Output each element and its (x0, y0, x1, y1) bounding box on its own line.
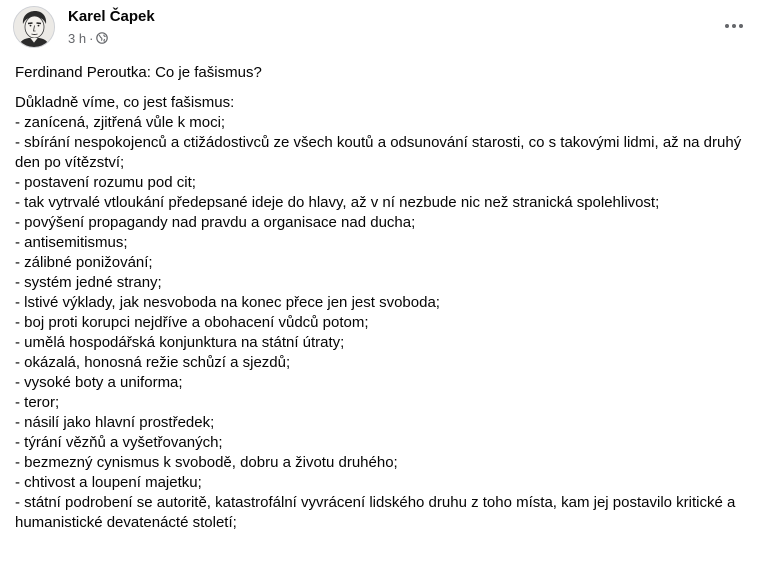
post-line: - povýšení propagandy nad pravdu a organisace nad ducha; (15, 214, 416, 231)
post-headline: Ferdinand Peroutka: Co je fašismus? (15, 64, 262, 81)
post-line: - boj proti korupci nejdříve a obohacení vůdců potom; (15, 314, 369, 331)
post-line: - chtivost a loupení majetku; (15, 474, 202, 491)
post-line: - násilí jako hlavní prostředek; (15, 414, 215, 431)
post-meta (68, 30, 108, 46)
globe-icon[interactable] (96, 32, 108, 44)
post-line: - tak vytrvalé vtloukání předepsané ideje do hlavy, až v ní nezbude nic než stranická spolehlivost; (15, 194, 660, 211)
meta-separator: · (89, 30, 94, 46)
post-line: - postavení rozumu pod cit; (15, 174, 196, 191)
author-name[interactable]: Karel Čapek (68, 8, 155, 25)
post-line: - teror; (15, 394, 60, 411)
post-line: - okázalá, honosná režie schůzí a sjezdů; (15, 354, 291, 371)
post-line: - umělá hospodářská konjunktura na státní útraty; (15, 334, 345, 351)
more-options-button[interactable] (718, 12, 750, 40)
post-line: Důkladně víme, co jest fašismus: (15, 94, 235, 111)
post-line: - bezmezný cynismus k svobodě, dobru a životu druhého; (15, 454, 398, 471)
post-line: - systém jedné strany; (15, 274, 162, 291)
more-options-icon (724, 23, 744, 29)
portrait-avatar-image (14, 7, 54, 47)
post-timestamp[interactable]: 3 h (68, 30, 87, 46)
post-line: - lstivé výklady, jak nesvoboda na konec přece jen jest svoboda; (15, 294, 440, 311)
post-line: - vysoké boty a uniforma; (15, 374, 183, 391)
post-line: - antisemitismus; (15, 234, 128, 251)
post-line: - sbírání nespokojenců a ctižádostivců ze všech koutů a odsunování starosti, co s takovými lidmi, až na druhý den po vítězství; (15, 134, 742, 171)
post-text (15, 63, 750, 533)
post-line: - zálibné ponižování; (15, 254, 153, 271)
post-line: - zanícená, zjitřená vůle k moci; (15, 114, 226, 131)
author-avatar[interactable] (13, 6, 55, 48)
post-line: - státní podrobení se autoritě, katastrofální vyvrácení lidského druhu z toho místa, kam jej postavilo kritické a humanistické devatenácté století; (15, 494, 736, 531)
post-line: - týrání vězňů a vyšetřovaných; (15, 434, 223, 451)
